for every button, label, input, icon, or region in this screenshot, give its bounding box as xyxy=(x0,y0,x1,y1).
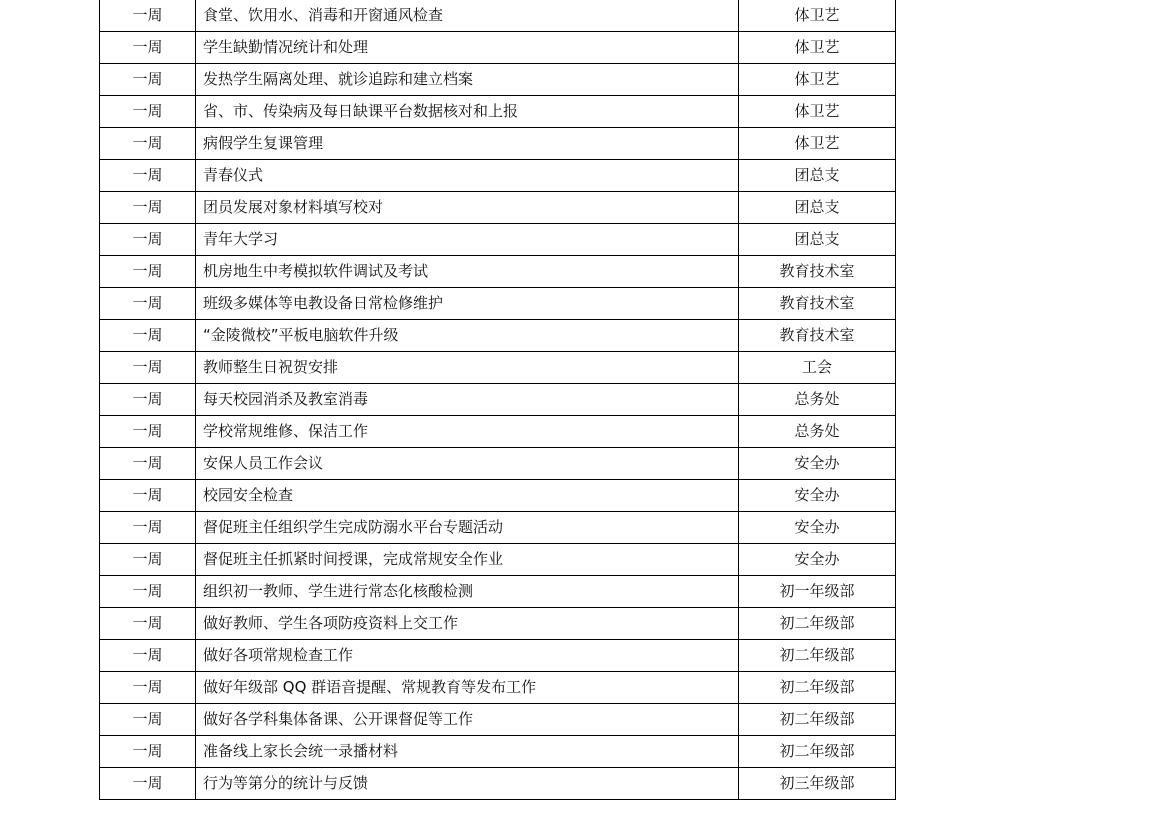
task-cell: 省、市、传染病及每日缺课平台数据核对和上报 xyxy=(196,96,739,128)
period-cell: 一周 xyxy=(100,256,196,288)
period-cell: 一周 xyxy=(100,32,196,64)
period-cell: 一周 xyxy=(100,224,196,256)
department-cell: 体卫艺 xyxy=(739,128,896,160)
task-cell: 教师整生日祝贺安排 xyxy=(196,352,739,384)
table-row xyxy=(100,320,896,352)
task-cell: 食堂、饮用水、消毒和开窗通风检查 xyxy=(196,0,739,32)
table-row xyxy=(100,640,896,672)
table-row xyxy=(100,256,896,288)
table-row xyxy=(100,224,896,256)
table-row xyxy=(100,672,896,704)
department-cell: 初二年级部 xyxy=(739,704,896,736)
department-cell: 初三年级部 xyxy=(739,768,896,800)
task-cell: 做好教师、学生各项防疫资料上交工作 xyxy=(196,608,739,640)
period-cell: 一周 xyxy=(100,448,196,480)
task-cell: 发热学生隔离处理、就诊追踪和建立档案 xyxy=(196,64,739,96)
period-cell: 一周 xyxy=(100,480,196,512)
task-cell: 做好各项常规检查工作 xyxy=(196,640,739,672)
department-cell: 体卫艺 xyxy=(739,96,896,128)
table-row xyxy=(100,32,896,64)
table-row xyxy=(100,192,896,224)
department-cell: 初一年级部 xyxy=(739,576,896,608)
department-cell: 初二年级部 xyxy=(739,608,896,640)
department-cell: 教育技术室 xyxy=(739,256,896,288)
task-cell: 做好各学科集体备课、公开课督促等工作 xyxy=(196,704,739,736)
period-cell: 一周 xyxy=(100,608,196,640)
department-cell: 初二年级部 xyxy=(739,736,896,768)
department-cell: 团总支 xyxy=(739,160,896,192)
task-cell: 行为等第分的统计与反馈 xyxy=(196,768,739,800)
task-cell: 学校常规维修、保洁工作 xyxy=(196,416,739,448)
period-cell: 一周 xyxy=(100,416,196,448)
department-cell: 体卫艺 xyxy=(739,0,896,32)
table-row xyxy=(100,384,896,416)
task-cell: 班级多媒体等电教设备日常检修维护 xyxy=(196,288,739,320)
period-cell: 一周 xyxy=(100,768,196,800)
department-cell: 工会 xyxy=(739,352,896,384)
period-cell: 一周 xyxy=(100,352,196,384)
period-cell: 一周 xyxy=(100,384,196,416)
period-cell: 一周 xyxy=(100,672,196,704)
department-cell: 团总支 xyxy=(739,224,896,256)
task-cell: 团员发展对象材料填写校对 xyxy=(196,192,739,224)
period-cell: 一周 xyxy=(100,96,196,128)
period-cell: 一周 xyxy=(100,64,196,96)
task-cell: “金陵微校”平板电脑软件升级 xyxy=(196,320,739,352)
table-row xyxy=(100,576,896,608)
department-cell: 体卫艺 xyxy=(739,64,896,96)
department-cell: 团总支 xyxy=(739,192,896,224)
department-cell: 安全办 xyxy=(739,544,896,576)
department-cell: 体卫艺 xyxy=(739,32,896,64)
department-cell: 教育技术室 xyxy=(739,320,896,352)
task-cell: 督促班主任组织学生完成防溺水平台专题活动 xyxy=(196,512,739,544)
department-cell: 初二年级部 xyxy=(739,672,896,704)
period-cell: 一周 xyxy=(100,160,196,192)
table-row xyxy=(100,0,896,32)
period-cell: 一周 xyxy=(100,512,196,544)
table-row xyxy=(100,352,896,384)
table-row xyxy=(100,128,896,160)
department-cell: 安全办 xyxy=(739,512,896,544)
table-row xyxy=(100,64,896,96)
table-row xyxy=(100,512,896,544)
task-cell: 安保人员工作会议 xyxy=(196,448,739,480)
table-row xyxy=(100,288,896,320)
task-cell: 督促班主任抓紧时间授课，完成常规安全作业 xyxy=(196,544,739,576)
department-cell: 总务处 xyxy=(739,416,896,448)
task-cell: 病假学生复课管理 xyxy=(196,128,739,160)
department-cell: 安全办 xyxy=(739,448,896,480)
task-cell: 准备线上家长会统一录播材料 xyxy=(196,736,739,768)
table-row xyxy=(100,704,896,736)
task-cell: 青春仪式 xyxy=(196,160,739,192)
task-cell: 组织初一教师、学生进行常态化核酸检测 xyxy=(196,576,739,608)
task-cell: 做好年级部 QQ 群语音提醒、常规教育等发布工作 xyxy=(196,672,739,704)
table-row xyxy=(100,416,896,448)
task-cell: 校园安全检查 xyxy=(196,480,739,512)
table-row xyxy=(100,96,896,128)
schedule-table-body xyxy=(100,0,896,800)
table-row xyxy=(100,608,896,640)
work-schedule-table xyxy=(99,0,896,800)
table-row xyxy=(100,480,896,512)
department-cell: 安全办 xyxy=(739,480,896,512)
period-cell: 一周 xyxy=(100,576,196,608)
department-cell: 教育技术室 xyxy=(739,288,896,320)
department-cell: 总务处 xyxy=(739,384,896,416)
task-cell: 青年大学习 xyxy=(196,224,739,256)
period-cell: 一周 xyxy=(100,544,196,576)
period-cell: 一周 xyxy=(100,320,196,352)
period-cell: 一周 xyxy=(100,0,196,32)
table-row xyxy=(100,160,896,192)
period-cell: 一周 xyxy=(100,704,196,736)
table-row xyxy=(100,736,896,768)
task-cell: 机房地生中考模拟软件调试及考试 xyxy=(196,256,739,288)
period-cell: 一周 xyxy=(100,288,196,320)
department-cell: 初二年级部 xyxy=(739,640,896,672)
task-cell: 每天校园消杀及教室消毒 xyxy=(196,384,739,416)
period-cell: 一周 xyxy=(100,736,196,768)
table-row xyxy=(100,448,896,480)
table-row xyxy=(100,544,896,576)
task-cell: 学生缺勤情况统计和处理 xyxy=(196,32,739,64)
period-cell: 一周 xyxy=(100,192,196,224)
period-cell: 一周 xyxy=(100,128,196,160)
period-cell: 一周 xyxy=(100,640,196,672)
table-row xyxy=(100,768,896,800)
